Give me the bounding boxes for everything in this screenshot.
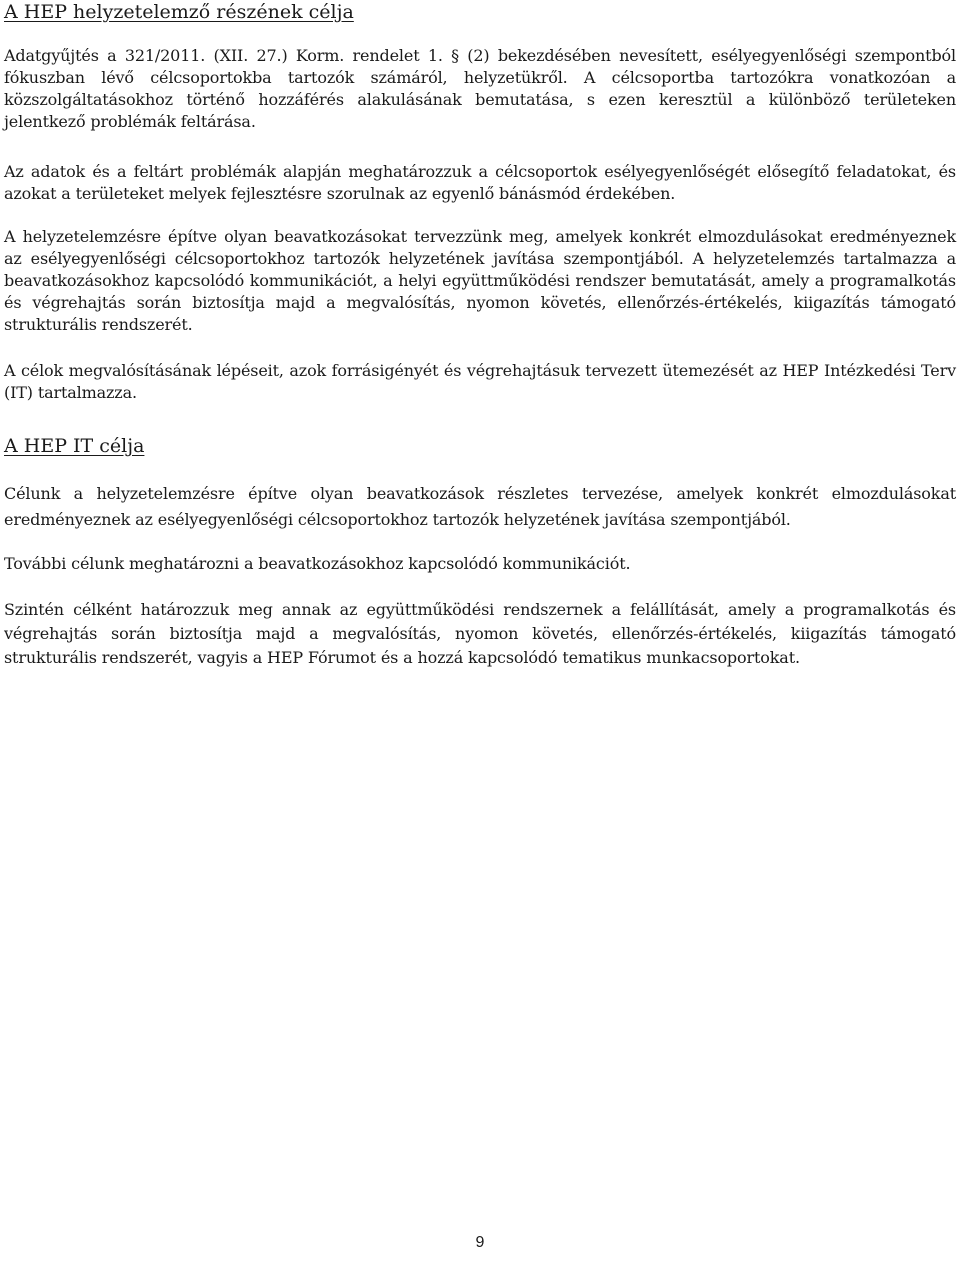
section-heading-hep-it-celja: A HEP IT célja bbox=[4, 435, 145, 457]
paragraph-adatgyujtes: Adatgyűjtés a 321/2011. (XII. 27.) Korm. rendelet 1. § (2) bekezdésében nevesített, esélyegyenlőségi szempontból fókuszban lévő célcsoportokba tartozók számáról, helyzetükről. A célcsoportba tartozókra vonatkozóan a közszolgáltatásokhoz történő hozzáférés alakulásának bemutatása, s ezen keresztül a különböző területeken jelentkező problémák feltárása. bbox=[4, 46, 956, 131]
page-number: 9 bbox=[475, 1234, 485, 1251]
paragraph-celunk: Célunk a helyzetelemzésre építve olyan beavatkozások részletes tervezése, amelyek konkrét elmozdulásokat eredményeznek az esélyegyenlőségi célcsoportokhoz tartozók helyzetének javítása szempontjából. bbox=[4, 484, 956, 529]
paragraph-szinten-celkent: Szintén célként határozzuk meg annak az együttműködési rendszernek a felállítását, amely a programalkotás és végrehajtás során biztosítja majd a megvalósítás, nyomon követés, ellenőrzés-értékelés, kiigazítás támogató strukturális rendszerét, vagyis a HEP Fórumot és a hozzá kapcsolódó tematikus munkacsoportokat. bbox=[4, 600, 956, 667]
section-heading-hep-helyzetelemzo: A HEP helyzetelemző részének célja bbox=[4, 1, 354, 23]
paragraph-adatok-es-problemak: Az adatok és a feltárt problémák alapján meghatározzuk a célcsoportok esélyegyenlőségét elősegítő feladatokat, és azokat a területeket melyek fejlesztésre szorulnak az egyenlő bánásmód érdekében. bbox=[4, 162, 956, 203]
paragraph-tovabbi-celunk: További célunk meghatározni a beavatkozásokhoz kapcsolódó kommunikációt. bbox=[4, 554, 631, 573]
paragraph-beavatkozasok: A helyzetelemzésre építve olyan beavatkozásokat tervezzünk meg, amelyek konkrét elmozdulásokat eredményeznek az esélyegyenlőségi célcsoportokhoz tartozók helyzetének javítása szempontjából. A helyzetelemzés tartalmazza a beavatkozásokhoz kapcsolódó kommunikációt, a helyi együttműködési rendszer bemutatását, amely a programalkotás és végrehajtás során biztosítja majd a megvalósítás, nyomon követés, ellenőrzés-értékelés, kiigazítás támogató strukturális rendszerét. bbox=[4, 227, 956, 334]
paragraph-celok-megvalositasa: A célok megvalósításának lépéseit, azok forrásigényét és végrehajtásuk tervezett ütemezését az HEP Intézkedési Terv (IT) tartalmazza. bbox=[4, 361, 956, 402]
